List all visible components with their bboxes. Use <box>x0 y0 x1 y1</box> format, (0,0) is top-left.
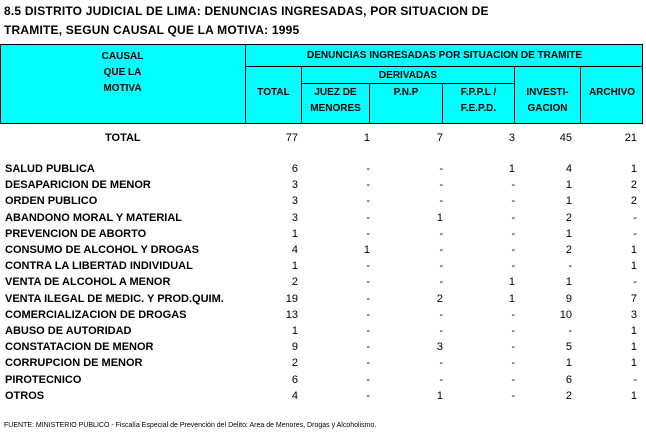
table-row <box>0 161 643 177</box>
table-title <box>4 2 489 40</box>
row-value: 1 <box>508 292 515 305</box>
header-fppl <box>443 85 514 117</box>
row-value: 7 <box>630 292 637 305</box>
grid-line <box>442 83 443 123</box>
table-row <box>0 372 643 388</box>
grid-line <box>301 66 302 123</box>
row-value: - <box>439 227 443 240</box>
row-value: 2 <box>630 179 637 192</box>
row-label: COMERCIALIZACION DE DROGAS <box>5 308 187 321</box>
row-label: SALUD PUBLICA <box>5 163 95 175</box>
row-value: 19 <box>285 292 298 305</box>
row-value: 9 <box>565 292 572 305</box>
row-value: - <box>366 357 370 370</box>
row-value: - <box>568 260 572 273</box>
row-value: - <box>366 260 370 273</box>
row-value: 2 <box>565 389 572 402</box>
row-value: 6 <box>565 373 572 386</box>
row-value: 1 <box>436 389 443 402</box>
row-value: 13 <box>285 308 298 321</box>
row-label: CORRUPCION DE MENOR <box>5 357 143 370</box>
row-label: PIROTECNICO <box>5 373 82 386</box>
source-note: FUENTE: MINISTERIO PUBLICO - Fiscalía Especial de Prevención del Delito: Area de Menores, Drogas y Alcoholismo. <box>4 422 377 429</box>
row-value: - <box>511 341 515 354</box>
row-value: 3 <box>508 132 515 144</box>
row-value: 1 <box>630 163 637 175</box>
row-value: 2 <box>565 244 572 256</box>
row-value: 4 <box>291 389 298 402</box>
row-value: - <box>511 325 515 337</box>
header-causal-line-1: CAUSAL <box>101 51 144 62</box>
header-causal-line-2: QUE LA <box>103 67 142 78</box>
header-juez-line-1: JUEZ DE <box>314 87 357 98</box>
table-row <box>0 307 643 323</box>
table-row <box>0 226 643 242</box>
row-value: 77 <box>285 132 298 144</box>
row-label: CONTRA LA LIBERTAD INDIVIDUAL <box>5 260 193 273</box>
header-inv-line-1: INVESTI- <box>526 87 569 98</box>
row-label: ORDEN PUBLICO <box>5 195 98 208</box>
title-line-2: TRAMITE, SEGUN CAUSAL QUE LA MOTIVA: 1995 <box>4 23 300 37</box>
row-value: - <box>366 195 370 208</box>
row-value: - <box>439 357 443 370</box>
grid-line <box>580 66 581 123</box>
row-value: - <box>439 276 443 289</box>
row-value: 1 <box>630 260 637 273</box>
row-value: 1 <box>565 276 572 289</box>
row-value: - <box>366 292 370 305</box>
row-value: - <box>511 179 515 192</box>
row-value: - <box>366 276 370 289</box>
title-line-1: 8.5 DISTRITO JUDICIAL DE LIMA: DENUNCIAS INGRESADAS, POR SITUACION DE <box>4 4 489 18</box>
header-juez-line-2: MENORES <box>310 103 361 114</box>
row-value: - <box>633 373 637 386</box>
row-value: 6 <box>291 373 298 386</box>
table-row <box>0 242 643 258</box>
row-value: 9 <box>291 341 298 354</box>
row-value: 1 <box>630 357 637 370</box>
row-value: 1 <box>630 244 637 256</box>
table-row <box>0 274 643 290</box>
total-row <box>0 130 643 146</box>
row-value: - <box>439 244 443 256</box>
grid-line <box>301 83 514 84</box>
row-value: 3 <box>291 195 298 208</box>
table-header <box>0 44 643 124</box>
row-value: 1 <box>630 325 637 337</box>
row-value: 2 <box>630 195 637 208</box>
row-value: 1 <box>363 244 370 256</box>
row-value: 6 <box>291 163 298 175</box>
row-value: - <box>439 163 443 175</box>
row-value: - <box>633 276 637 289</box>
table-row <box>0 339 643 355</box>
row-value: - <box>439 373 443 386</box>
row-label: DESAPARICION DE MENOR <box>5 179 151 192</box>
grid-line <box>642 45 643 123</box>
row-value: - <box>511 308 515 321</box>
row-value: 2 <box>565 211 572 224</box>
row-value: - <box>439 260 443 273</box>
header-fppl-line-1: F.P.P.L / <box>460 87 497 98</box>
header-fppl-line-2: F.E.P.D. <box>460 103 497 114</box>
row-value: 1 <box>436 211 443 224</box>
table-row <box>0 258 643 274</box>
table-row <box>0 210 643 226</box>
row-value: 3 <box>436 341 443 354</box>
row-label: ABANDONO MORAL Y MATERIAL <box>5 211 183 224</box>
row-value: - <box>366 227 370 240</box>
header-causal-line-3: MOTIVA <box>103 83 142 94</box>
header-juez <box>302 85 369 117</box>
row-label: VENTA ILEGAL DE MEDIC. Y PROD.QUIM. <box>5 292 224 305</box>
header-total: TOTAL <box>257 87 290 98</box>
row-value: 45 <box>559 132 572 144</box>
row-value: - <box>511 373 515 386</box>
row-value: 1 <box>291 260 298 273</box>
header-group: DENUNCIAS INGRESADAS POR SITUACION DE TRAMITE <box>306 50 582 61</box>
table-row <box>0 323 643 339</box>
row-value: 4 <box>291 244 298 256</box>
row-value: 4 <box>565 163 572 175</box>
row-value: - <box>511 389 515 402</box>
row-value: 3 <box>291 179 298 192</box>
header-archivo: ARCHIVO <box>588 87 636 98</box>
row-value: 2 <box>291 357 298 370</box>
row-value: - <box>366 211 370 224</box>
row-value: - <box>366 373 370 386</box>
row-value: - <box>366 325 370 337</box>
row-label: PREVENCION DE ABORTO <box>5 227 147 240</box>
row-value: 1 <box>508 276 515 289</box>
row-value: - <box>511 244 515 256</box>
row-value: - <box>439 308 443 321</box>
row-value: 3 <box>630 308 637 321</box>
header-investigacion <box>515 85 580 117</box>
row-value: - <box>366 179 370 192</box>
header-inv-line-2: GACION <box>527 103 568 114</box>
row-value: - <box>439 195 443 208</box>
header-pnp: P.N.P <box>393 87 419 98</box>
row-value: 7 <box>436 132 443 144</box>
row-value: - <box>511 211 515 224</box>
row-value: - <box>633 211 637 224</box>
row-value: 21 <box>624 132 637 144</box>
row-value: 2 <box>291 276 298 289</box>
row-value: 5 <box>565 341 572 354</box>
table-row <box>0 355 643 371</box>
row-value: 1 <box>630 341 637 354</box>
row-value: - <box>511 357 515 370</box>
row-value: 1 <box>565 195 572 208</box>
row-value: 1 <box>363 132 370 144</box>
row-label: VENTA DE ALCOHOL A MENOR <box>5 276 171 289</box>
row-label: CONSTATACION DE MENOR <box>5 341 154 354</box>
grid-line <box>369 83 370 123</box>
row-label: ABUSO DE AUTORIDAD <box>5 325 132 337</box>
row-label: CONSUMO DE ALCOHOL Y DROGAS <box>5 244 199 256</box>
row-label: OTROS <box>5 389 45 402</box>
row-value: 1 <box>565 357 572 370</box>
row-value: 2 <box>436 292 443 305</box>
table-row <box>0 388 643 404</box>
row-value: - <box>511 195 515 208</box>
row-value: 1 <box>630 389 637 402</box>
row-value: 1 <box>291 227 298 240</box>
table-row <box>0 177 643 193</box>
row-value: - <box>366 341 370 354</box>
header-causal <box>0 49 245 97</box>
row-value: 3 <box>291 211 298 224</box>
row-value: 1 <box>291 325 298 337</box>
row-value: - <box>633 227 637 240</box>
table-row <box>0 291 643 307</box>
row-value: - <box>366 389 370 402</box>
row-value: - <box>439 179 443 192</box>
header-derivadas: DERIVADAS <box>378 70 438 81</box>
row-value: - <box>439 325 443 337</box>
grid-line <box>0 45 1 123</box>
row-value: - <box>568 325 572 337</box>
row-value: - <box>366 308 370 321</box>
row-value: 1 <box>565 227 572 240</box>
row-value: 10 <box>559 308 572 321</box>
grid-line <box>245 45 246 123</box>
row-value: 1 <box>508 163 515 175</box>
row-value: - <box>511 227 515 240</box>
row-label: TOTAL <box>105 132 141 144</box>
grid-line <box>245 66 642 67</box>
row-value: - <box>366 163 370 175</box>
row-value: - <box>511 260 515 273</box>
row-value: 1 <box>565 179 572 192</box>
table-row <box>0 193 643 209</box>
grid-line <box>514 66 515 123</box>
